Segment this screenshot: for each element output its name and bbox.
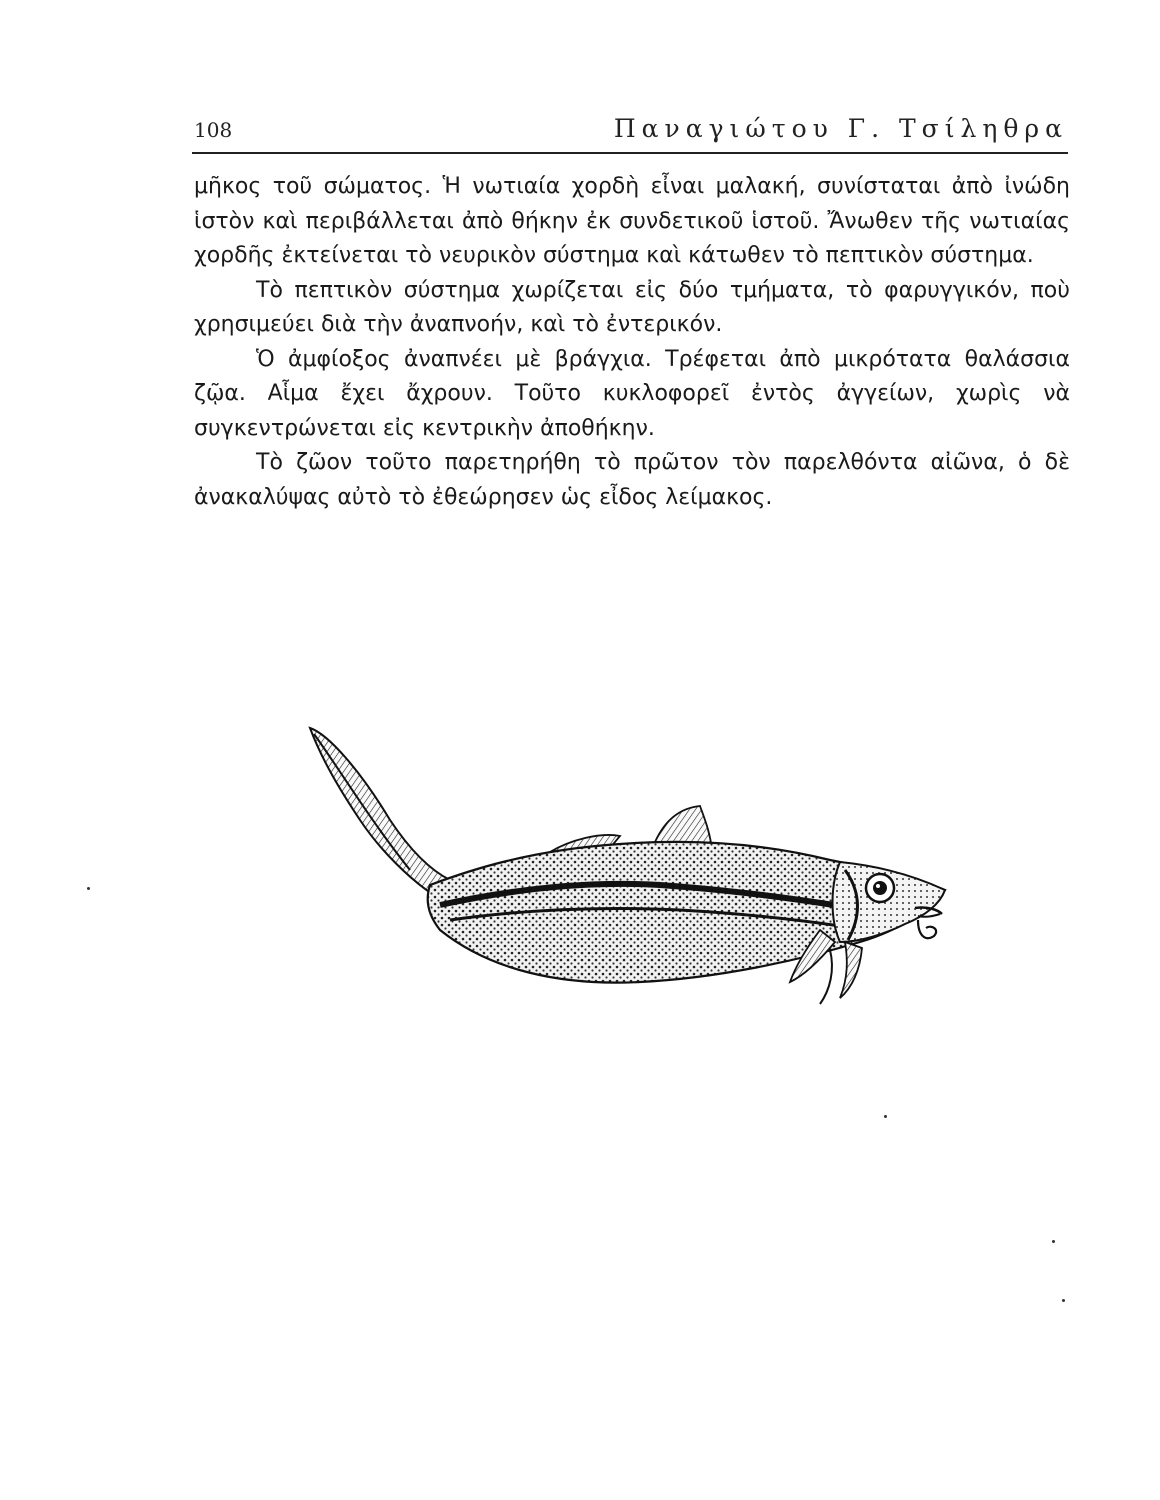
fish-illustration <box>300 720 960 1020</box>
body-text <box>194 170 1070 515</box>
paragraph-4: Τὸ ζῶον τοῦτο παρετηρήθη τὸ πρῶτον τὸν παρελθόντα αἰῶνα, ὁ δὲ ἀνακαλύψας αὐτὸ τὸ ἐθεώρησεν ὡς εἶδος λείμακος. <box>194 450 1070 510</box>
ink-speck <box>1062 1299 1065 1302</box>
ink-speck <box>87 887 90 890</box>
fish-illustration-icon <box>300 720 960 1020</box>
page-number: 108 <box>194 118 233 142</box>
paragraph-3: Ὁ ἀμφίοξος ἀναπνέει μὲ βράγχια. Τρέφεται ἀπὸ μικρότατα θαλάσσια ζῷα. Αἷμα ἔχει ἄχρουν. Τοῦτο κυκλοφορεῖ ἐντὸς ἀγγείων, χωρὶς νὰ συγκεντρώνεται εἰς κεντρικὴν ἀποθήκην. <box>194 346 1070 441</box>
header-rule <box>192 152 1068 154</box>
paragraph-1: μῆκος τοῦ σώματος. Ἡ νωτιαία χορδὴ εἶναι μαλακή, συνίσταται ἀπὸ ἰνώδη ἱστὸν καὶ περιβάλλεται ἀπὸ θήκην ἐκ συνδετικοῦ ἱστοῦ. Ἄνωθεν τῆς νωτιαίας χορδῆς ἐκτείνεται τὸ νευρικὸν σύστημα καὶ κάτωθεν τὸ πεπτικὸν σύστημα. <box>194 174 1070 268</box>
ink-speck <box>884 1115 887 1118</box>
paragraph-2: Τὸ πεπτικὸν σύστημα χωρίζεται εἰς δύο τμήματα, τὸ φαρυγγικόν, ποὺ χρησιμεύει διὰ τὴν ἀναπνοήν, καὶ τὸ ἐντερικόν. <box>194 277 1070 337</box>
ink-speck <box>1052 1240 1055 1243</box>
page-header <box>194 114 1068 146</box>
running-head: Παναγιώτου Γ. Τσίληθρα <box>613 114 1068 143</box>
